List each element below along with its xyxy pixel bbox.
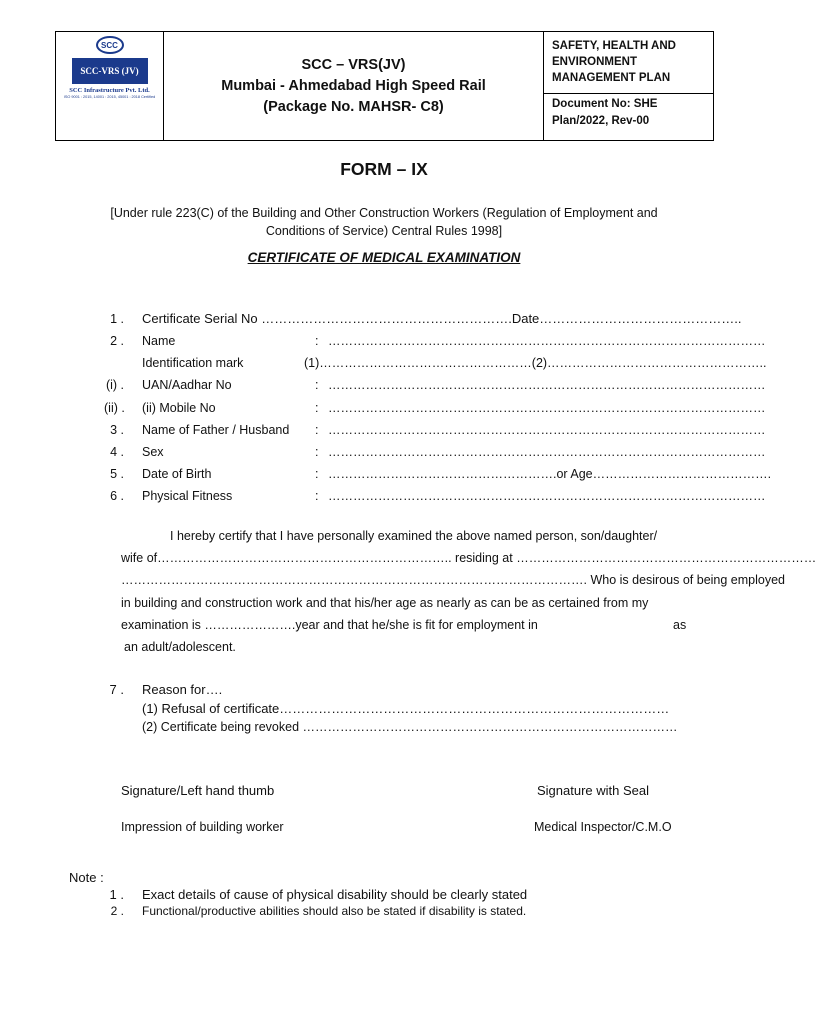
field-label: Name	[142, 334, 176, 348]
reason-refusal: (1) Refusal of certificate………………………………………………………………………………	[142, 701, 670, 716]
certify-line: I hereby certify that I have personally examined the above named person, son/daughter/	[170, 529, 658, 543]
logo-company: SCC Infrastructure Pvt. Ltd.	[69, 87, 150, 94]
field-number: (ii) .	[104, 401, 125, 415]
field-colon: :	[315, 334, 319, 348]
worker-impression-label: Impression of building worker	[121, 820, 284, 834]
field-number: 1 .	[110, 312, 124, 326]
certify-line: in building and construction work and that his/her age as nearly as can be as certained from my	[121, 596, 649, 610]
note-item: Exact details of cause of physical disability should be clearly stated	[142, 887, 528, 902]
certify-line: an adult/adolescent.	[124, 640, 236, 654]
field-serial-date: Certificate Serial No ………………………………………………….Date………………………………………..	[142, 311, 742, 326]
certify-line: …………………………………………………………………………………………………. Who is desirous of being employed	[121, 573, 785, 587]
certify-line: examination is ………………….year and that he/she is fit for employment in	[121, 618, 538, 632]
field-label: Identification mark	[142, 356, 244, 370]
scc-emblem-icon: SCC	[96, 36, 124, 54]
logo-iso: ISO 9001 : 2015, 14001 : 2015, 45001 : 2018 Certified	[63, 95, 156, 99]
field-value: ……………………………………………………………………………………………	[328, 489, 766, 503]
field-number: 3 .	[110, 423, 124, 437]
worker-signature-label: Signature/Left hand thumb	[121, 783, 275, 798]
field-label: Date of Birth	[142, 467, 212, 481]
field-number: (i) .	[105, 378, 124, 392]
field-value: (1)……………………………………………(2)……………………………………………..	[304, 356, 767, 370]
note-item: Functional/productive abilities should also be stated if disability is stated.	[142, 904, 527, 918]
reason-label: Reason for….	[142, 682, 223, 697]
certify-line: wife of…………………………………………………………….. residing at ………………………………………………………………	[121, 551, 816, 565]
rule-reference: [Under rule 223(C) of the Building and Other Construction Workers (Regulation of Employment and Conditions of Service) Central Rules 1998]	[110, 206, 658, 238]
field-value: ……………………………………………………………………………………………	[328, 401, 766, 415]
field-colon: :	[315, 489, 319, 503]
document-number	[544, 94, 713, 140]
field-colon: :	[315, 445, 319, 459]
certify-line: as	[673, 618, 687, 632]
certificate-title: CERTIFICATE OF MEDICAL EXAMINATION	[247, 250, 521, 265]
field-colon: :	[315, 467, 319, 481]
field-colon: :	[315, 378, 319, 392]
header-title-line-3: (Package No. MAHSR- C8)	[263, 98, 444, 115]
field-value: ……………………………………………………………………………………………	[328, 423, 766, 437]
field-number: 4 .	[110, 445, 124, 459]
header-title-line-2: Mumbai - Ahmedabad High Speed Rail	[221, 77, 486, 94]
plan-name: SAFETY, HEALTH AND ENVIRONMENT MANAGEMENT PLAN	[544, 32, 713, 94]
field-value: ……………………………………………….or Age…………………………………….	[328, 467, 772, 481]
field-colon: :	[315, 423, 319, 437]
field-value: ……………………………………………………………………………………………	[328, 378, 766, 392]
field-label: UAN/Aadhar No	[142, 378, 232, 392]
field-value: ……………………………………………………………………………………………	[328, 334, 766, 348]
seal-signature-label: Signature with Seal	[537, 783, 650, 798]
reason-number: 7 .	[109, 682, 124, 697]
medical-inspector-label: Medical Inspector/C.M.O	[534, 820, 672, 834]
reason-revoked: (2) Certificate being revoked ………………………………………………………………………………	[142, 720, 678, 734]
logo	[56, 32, 164, 140]
note-number: 2 .	[110, 904, 124, 918]
field-colon: :	[315, 401, 319, 415]
header-title	[164, 32, 544, 140]
logo-box: SCC-VRS (JV)	[72, 58, 148, 84]
field-label: Physical Fitness	[142, 489, 233, 503]
document-number-line-1: Document No: SHE	[552, 98, 658, 110]
field-number: 2 .	[110, 334, 124, 348]
field-label: Name of Father / Husband	[142, 423, 290, 437]
note-number: 1 .	[109, 887, 124, 902]
field-label: (ii) Mobile No	[142, 401, 216, 415]
field-number: 5 .	[110, 467, 124, 481]
document-header	[55, 31, 714, 141]
note-label: Note :	[69, 870, 104, 885]
field-label: Sex	[142, 445, 164, 459]
header-title-line-1: SCC – VRS(JV)	[301, 56, 406, 73]
field-value: ……………………………………………………………………………………………	[328, 445, 766, 459]
field-number: 6 .	[110, 489, 124, 503]
document-number-line-2: Plan/2022, Rev-00	[552, 115, 650, 127]
header-doc-info	[544, 32, 713, 140]
form-title: FORM – IX	[340, 159, 428, 179]
